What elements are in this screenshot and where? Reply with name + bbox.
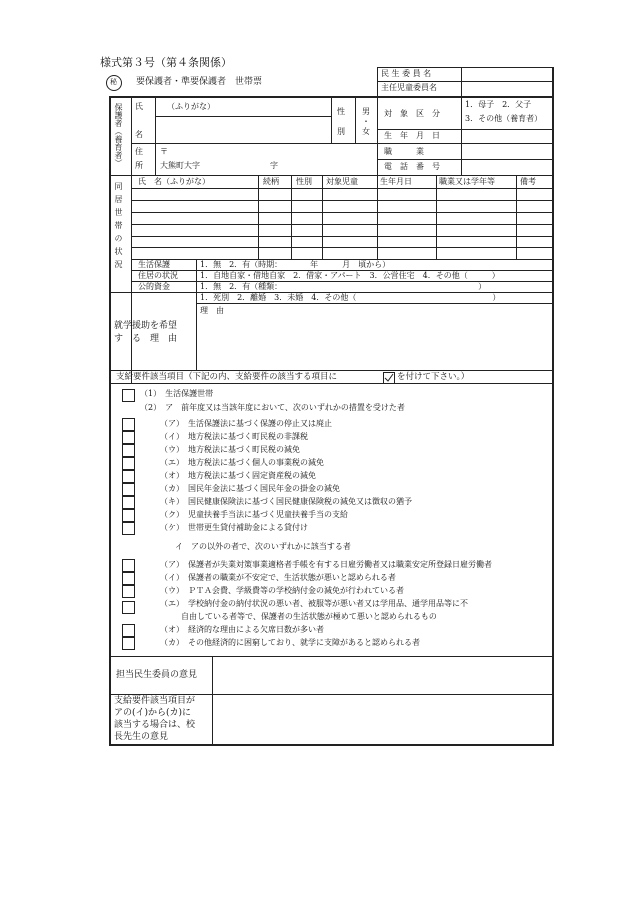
seikatsu-label: 生活保護 [138, 260, 170, 269]
checkbox-a-ki[interactable] [122, 496, 135, 509]
checkbox-a-u[interactable] [122, 444, 135, 457]
list-b-item: （イ） 保護者の職業が不安定で、生活状態が悪いと認められる者 [160, 573, 396, 582]
checkbox-a-i[interactable] [122, 431, 135, 444]
sex-label-2: 別 [337, 127, 345, 136]
list-b-item: （オ） 経済的な理由による欠席日数が多い者 [160, 625, 324, 634]
list-b-item-cont: 自由している者等で、保護者の生活状態が極めて悪いと認められるもの [181, 612, 437, 621]
category-option-1: 1．母子 2．父子 [465, 100, 532, 109]
list-a-item: （イ） 地方税法に基づく町民税の非課税 [160, 432, 308, 441]
minsei-opinion-label: 担当民生委員の意見 [116, 670, 198, 680]
koteki-value: 1．無 2．有（種類： ） [200, 282, 487, 291]
col-sex: 性別 [296, 177, 312, 186]
list-a-item: （エ） 地方税法に基づく個人の事業税の減免 [160, 458, 324, 467]
col-name: 氏 名（ふりがな） [138, 177, 210, 186]
frame-right [552, 67, 554, 745]
list-a-item: （ケ） 世帯更生貸付補助金による貸付け [160, 523, 308, 532]
list-a-item: （ウ） 地方税法に基づく町民税の減免 [160, 445, 300, 454]
list-b-item: （ア） 保護者が失業対策事業適格者手帳を有する日雇労働者又は職業安定所登録日雇労働者 [160, 560, 492, 569]
rule [377, 129, 553, 130]
rule [131, 188, 553, 189]
rule [377, 67, 553, 68]
rule [212, 656, 213, 745]
principal-label-1: 支給要件該当項目が [114, 696, 196, 706]
rule [196, 303, 553, 304]
principal-label-4: 長先生の意見 [114, 732, 169, 742]
list-b-item: （エ） 学校納付金の納付状況の悪い者、被服等が悪い者又は学用品、通学用品等に不 [160, 599, 468, 608]
checkbox-a-ku[interactable] [122, 509, 135, 522]
rule [109, 656, 554, 657]
frame-left [109, 96, 111, 745]
address-label-1: 住 [135, 147, 143, 156]
list-a-item: （カ） 国民年金法に基づく国民年金の掛金の減免 [160, 484, 340, 493]
rule [377, 96, 378, 175]
list-a-item: （キ） 国民健康保険法に基づく国民健康保険税の減免又は徴収の猶予 [160, 497, 412, 506]
rule [131, 224, 553, 225]
furigana-label: （ふりがな） [167, 102, 215, 111]
checkbox-a-a[interactable] [122, 418, 135, 431]
rule [331, 96, 332, 143]
checkbox-b-a[interactable] [122, 559, 135, 572]
jukyo-label: 住居の状況 [138, 271, 178, 280]
shunin-label: 主任児童委員名 [381, 83, 437, 92]
checkbox-a-e[interactable] [122, 457, 135, 470]
rule [196, 303, 197, 370]
checkbox-b-i[interactable] [122, 572, 135, 585]
jukyo-value: 1．自地自家・借地自家 2．借家・アパート 3．公営住宅 4．その他（ ） [200, 271, 500, 280]
rule [377, 67, 378, 96]
reason-label: 理 由 [200, 306, 224, 315]
checkbox-a-ka[interactable] [122, 483, 135, 496]
col-note: 備考 [520, 177, 536, 186]
job-label: 職 業 [384, 147, 424, 156]
rule [131, 143, 553, 144]
checkbox-b-e[interactable] [122, 601, 135, 614]
sex-female: 女 [362, 127, 370, 136]
checkbox-item-1[interactable] [122, 389, 135, 402]
frame-bottom [109, 744, 554, 746]
guardian-side-label: 保護者（養育者） [114, 103, 123, 167]
list-a-item: （オ） 地方税法に基づく固定資産税の減免 [160, 471, 316, 480]
checkbox-b-o[interactable] [122, 624, 135, 637]
rule [436, 175, 437, 259]
sex-male: 男 [362, 107, 370, 116]
address-label-2: 所 [135, 161, 143, 170]
form-title: 要保護者・準要保護者 世帯票 [136, 77, 263, 87]
name-shi: 氏 [135, 102, 143, 111]
list-a-item: （ク） 児童扶養手当法に基づく児童扶養手当の支給 [160, 510, 348, 519]
rule [322, 175, 323, 259]
rule [377, 81, 553, 82]
list-a-item: （ア） 生活保護法に基づく保護の停止又は廃止 [160, 419, 332, 428]
secret-mark [106, 75, 122, 91]
col-target: 対象児童 [326, 177, 358, 186]
list-b-header: イ アの以外の者で、次のいずれかに該当する者 [175, 542, 351, 551]
sex-dot: ・ [362, 117, 370, 126]
rule [258, 175, 259, 259]
phone-label: 電 話 番 号 [384, 162, 440, 171]
requirement-item-2: （2） ア 前年度又は当該年度において、次のいずれかの措置を受けた者 [140, 403, 405, 412]
form-number: 様式第３号（第４条関係） [100, 56, 232, 69]
rule [461, 67, 462, 96]
requirements-header-tail: を付けて下さい。） [397, 372, 470, 382]
col-relation: 続柄 [263, 177, 279, 186]
checkbox-b-u[interactable] [122, 585, 135, 598]
col-job: 職業又は学年等 [439, 177, 495, 186]
checkbox-a-ke[interactable] [122, 522, 135, 535]
minsei-label: 民 生 委 員 名 [381, 69, 432, 78]
rule [377, 175, 378, 259]
address-aza: 字 [270, 161, 278, 170]
birth-label: 生 年 月 日 [384, 131, 440, 140]
reason-line: 1．死別 2．離婚 3．未婚 4．その他（ ） [200, 293, 501, 302]
rule [155, 96, 156, 175]
rule [131, 236, 553, 237]
rule [355, 96, 356, 143]
rule [516, 175, 517, 259]
rule [461, 96, 462, 175]
principal-label-2: アの(イ)から(カ)に [114, 708, 192, 718]
rule [291, 175, 292, 259]
hope-label-1: 就学援助を希望 [114, 321, 178, 331]
address-value: 大熊町大字 [160, 161, 200, 170]
category-label: 対 象 区 分 [384, 109, 440, 118]
household-side-label: 同居世帯の状況 [114, 182, 123, 273]
requirements-header: 支給要件該当項目（下記の内、支給要件の該当する項目に [116, 372, 338, 382]
col-birth: 生年月日 [380, 177, 412, 186]
seikatsu-value: 1．無 2．有（時期： 年 月 頃から） [200, 260, 391, 269]
rule [109, 383, 554, 384]
rule [109, 694, 554, 695]
rule [131, 212, 553, 213]
sex-label-1: 性 [337, 107, 345, 116]
hope-label-2: す る 理 由 [114, 334, 178, 344]
rule [109, 175, 554, 176]
secret-mark-label: 秘 [110, 78, 117, 86]
name-mei: 名 [135, 130, 143, 139]
rule [131, 247, 553, 248]
checkbox-b-ka[interactable] [122, 637, 135, 650]
rule [109, 370, 554, 371]
list-b-item: （ウ） ＰＴＡ会費、学級費等の学校納付金の減免が行われている者 [160, 586, 404, 595]
furigana-divider [155, 116, 331, 117]
checkbox-a-o[interactable] [122, 470, 135, 483]
koteki-label: 公的資金 [138, 282, 170, 291]
postal-mark: 〒 [160, 147, 168, 156]
requirement-item-1: （1） 生活保護世帯 [140, 389, 214, 398]
category-option-2: 3．その他（養育者） [465, 114, 543, 123]
rule [131, 200, 553, 201]
principal-label-3: 該当する場合は、校 [114, 720, 196, 730]
list-b-item: （カ） その他経済的に困窮しており、就学に支障があると認められる者 [160, 638, 420, 647]
rule [377, 159, 553, 160]
